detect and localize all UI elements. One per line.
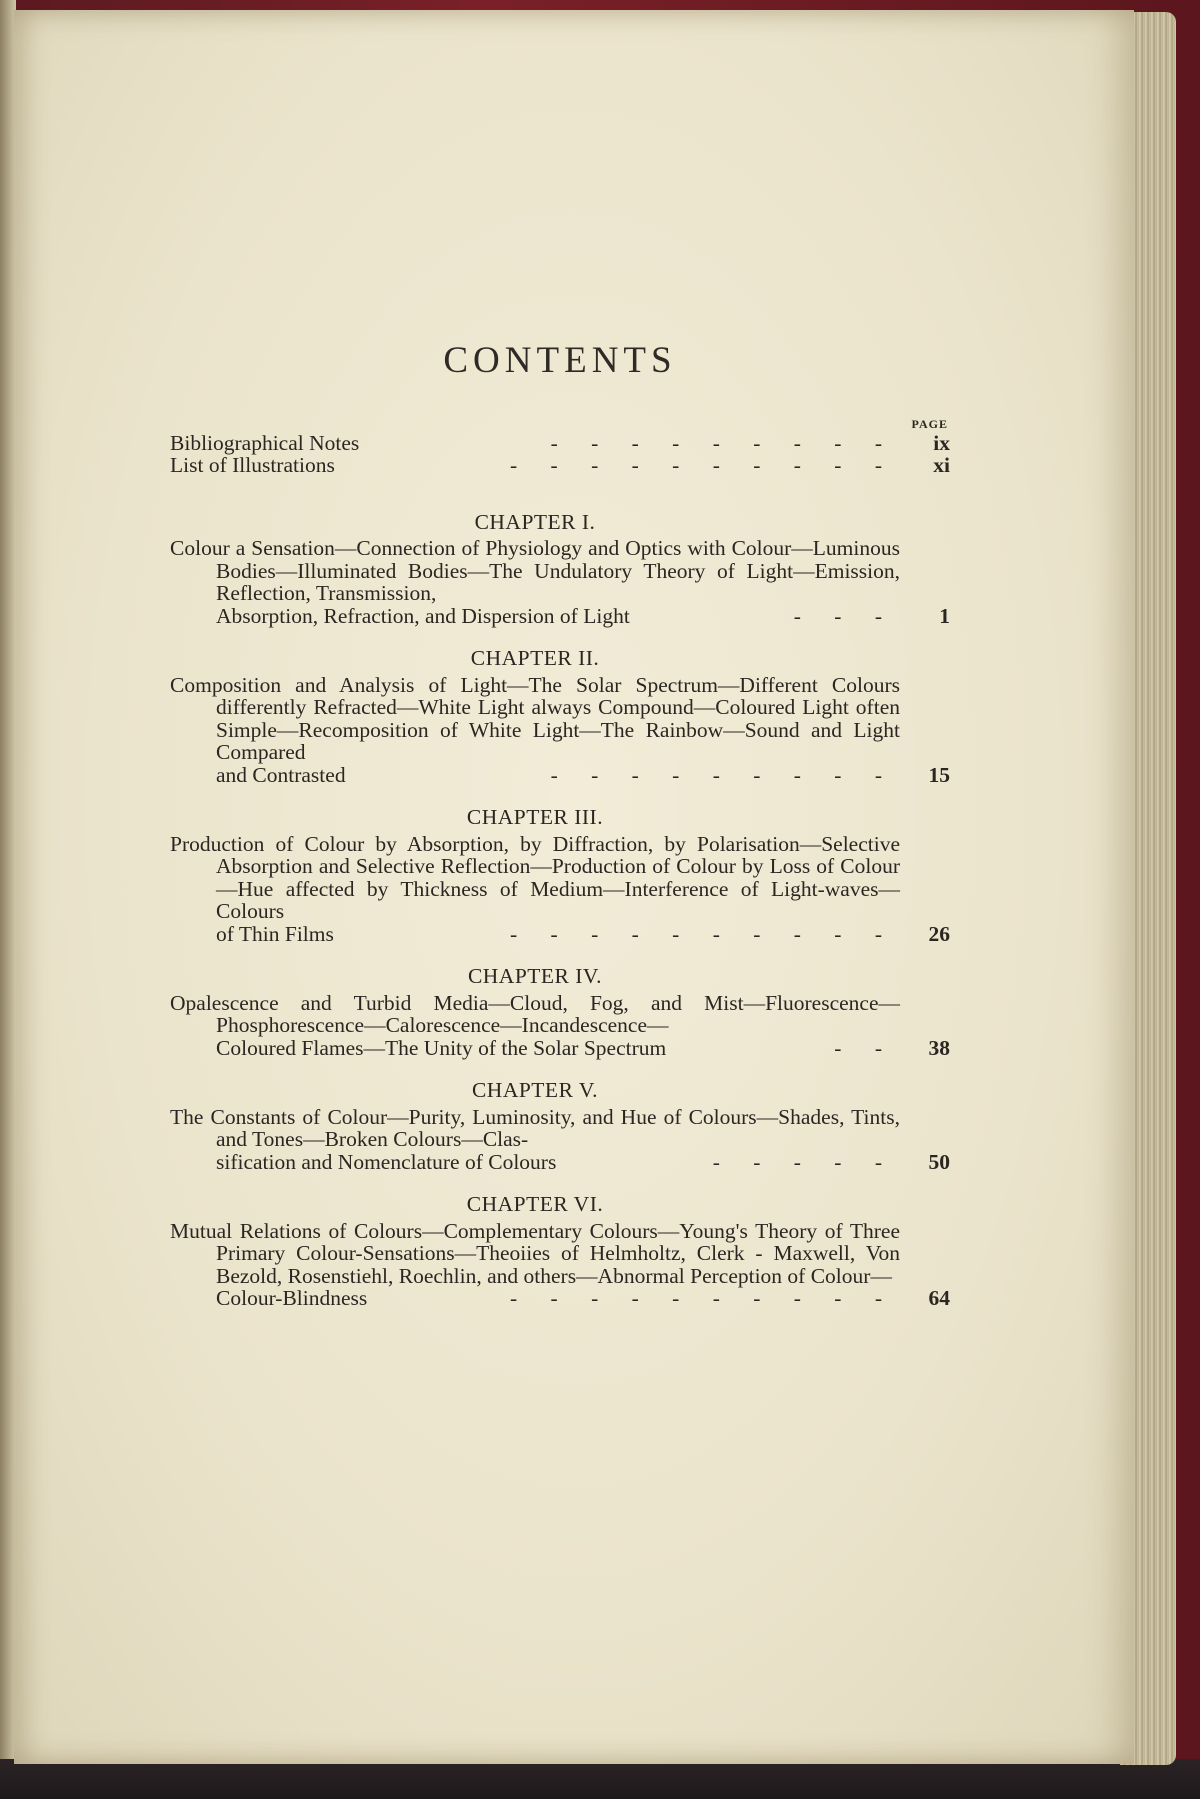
dot-leader: - - - - - - - - - - bbox=[510, 1287, 896, 1310]
dot-leader: - - - - - - - - - bbox=[550, 431, 896, 454]
dot-leader: - - bbox=[834, 1036, 896, 1059]
chapter-summary bbox=[170, 833, 950, 946]
chapter-entry bbox=[170, 806, 950, 945]
chapter-heading: CHAPTER VI. bbox=[466, 1192, 604, 1216]
chapter-summary bbox=[170, 1106, 950, 1174]
chapter-summary bbox=[170, 1220, 950, 1310]
chapter-heading: CHAPTER V. bbox=[471, 1078, 599, 1102]
toc-page-number: 50 bbox=[928, 1149, 950, 1174]
dot-leader: - - - - - - - - - - bbox=[510, 454, 896, 477]
page-title: CONTENTS bbox=[443, 340, 677, 381]
chapter-summary-tail: of Thin Films bbox=[216, 921, 334, 946]
toc-page-number: xi bbox=[933, 453, 950, 477]
cover-lower-edge bbox=[0, 1759, 1200, 1799]
dot-leader: - - - bbox=[793, 604, 896, 627]
chapter-summary-text: Opalescence and Turbid Media—Cloud, Fog, and Mist—Fluorescence—Phosphorescence—Calorescence—Incandescence— bbox=[170, 990, 900, 1037]
chapter-heading: CHAPTER III. bbox=[466, 805, 604, 829]
chapter-summary-last-line bbox=[216, 923, 950, 946]
toc-page-number: ix bbox=[933, 430, 950, 455]
chapter-heading: CHAPTER I. bbox=[474, 509, 596, 534]
chapter-summary-tail: sification and Nomenclature of Colours bbox=[216, 1149, 557, 1174]
book-page bbox=[14, 10, 1134, 1764]
dot-leader: - - - - - - - - - - bbox=[510, 922, 896, 945]
chapter-entry bbox=[170, 1079, 950, 1173]
toc-entry-front-matter bbox=[170, 432, 950, 455]
toc-entry-label: List of Illustrations bbox=[170, 453, 335, 477]
page-column-label: PAGE bbox=[911, 416, 948, 431]
chapter-heading: CHAPTER II. bbox=[470, 646, 600, 670]
chapter-entry bbox=[170, 1193, 950, 1310]
chapter-summary bbox=[170, 674, 950, 787]
toc-page-number: 64 bbox=[928, 1286, 950, 1310]
chapter-summary-last-line bbox=[216, 605, 950, 628]
chapter-summary-tail: Colour-Blindness bbox=[216, 1286, 368, 1310]
chapter-summary-text: Colour a Sensation—Connection of Physiology and Optics with Colour—Luminous Bodies—Illuminated Bodies—The Undulatory Theory of Light—Emission, Reflection, Transmission, bbox=[170, 536, 900, 605]
chapter-summary-last-line bbox=[216, 1151, 950, 1174]
dot-leader: - - - - - - - - - bbox=[550, 763, 896, 786]
toc-page-number: 26 bbox=[928, 921, 950, 946]
chapter-summary-tail: and Contrasted bbox=[216, 762, 346, 787]
toc-entry-front-matter bbox=[170, 454, 950, 477]
chapter-summary-last-line bbox=[216, 1287, 950, 1310]
chapter-summary bbox=[170, 992, 950, 1060]
chapter-summary-text: The Constants of Colour—Purity, Luminosity, and Hue of Colours—Shades, Tints, and Tones—Broken Colours—Clas- bbox=[170, 1104, 900, 1151]
chapter-summary-tail: Coloured Flames—The Unity of the Solar Spectrum bbox=[216, 1035, 667, 1060]
chapter-summary-text: Mutual Relations of Colours—Complementary Colours—Young's Theory of Three Primary Colour-Sensations—Theoiies of Helmholtz, Clerk - Maxwell, Von Bezold, Rosenstiehl, Roechlin, and others—Abnormal Perception of Colour— bbox=[170, 1218, 900, 1288]
toc-page-number: 38 bbox=[928, 1035, 950, 1060]
chapter-summary-tail: Absorption, Refraction, and Dispersion of Light bbox=[216, 603, 630, 628]
toc-page-number: 1 bbox=[939, 603, 950, 628]
chapter-heading: CHAPTER IV. bbox=[467, 964, 603, 988]
toc-entry-label: Bibliographical Notes bbox=[170, 430, 360, 455]
chapter-entry bbox=[170, 647, 950, 786]
chapter-summary bbox=[170, 537, 950, 627]
chapter-entry bbox=[170, 965, 950, 1059]
table-of-contents bbox=[170, 340, 950, 1310]
toc-page-number: 15 bbox=[928, 762, 950, 787]
chapter-summary-last-line bbox=[216, 764, 950, 787]
dot-leader: - - - - - bbox=[712, 1150, 896, 1173]
chapter-summary-text: Production of Colour by Absorption, by Diffraction, by Polarisation—Selective Absorption and Selective Reflection—Production of Colour by Loss of Colour—Hue affected by Thickness of Medium—Interference of Light-waves—Colours bbox=[170, 831, 900, 923]
chapter-summary-text: Composition and Analysis of Light—The Solar Spectrum—Different Colours differently Refracted—White Light always Compound—Coloured Light often Simple—Recomposition of White Light—The Rainbow—Sound and Light Compared bbox=[170, 672, 900, 764]
chapter-summary-last-line bbox=[216, 1037, 950, 1060]
chapter-entry bbox=[170, 511, 950, 628]
